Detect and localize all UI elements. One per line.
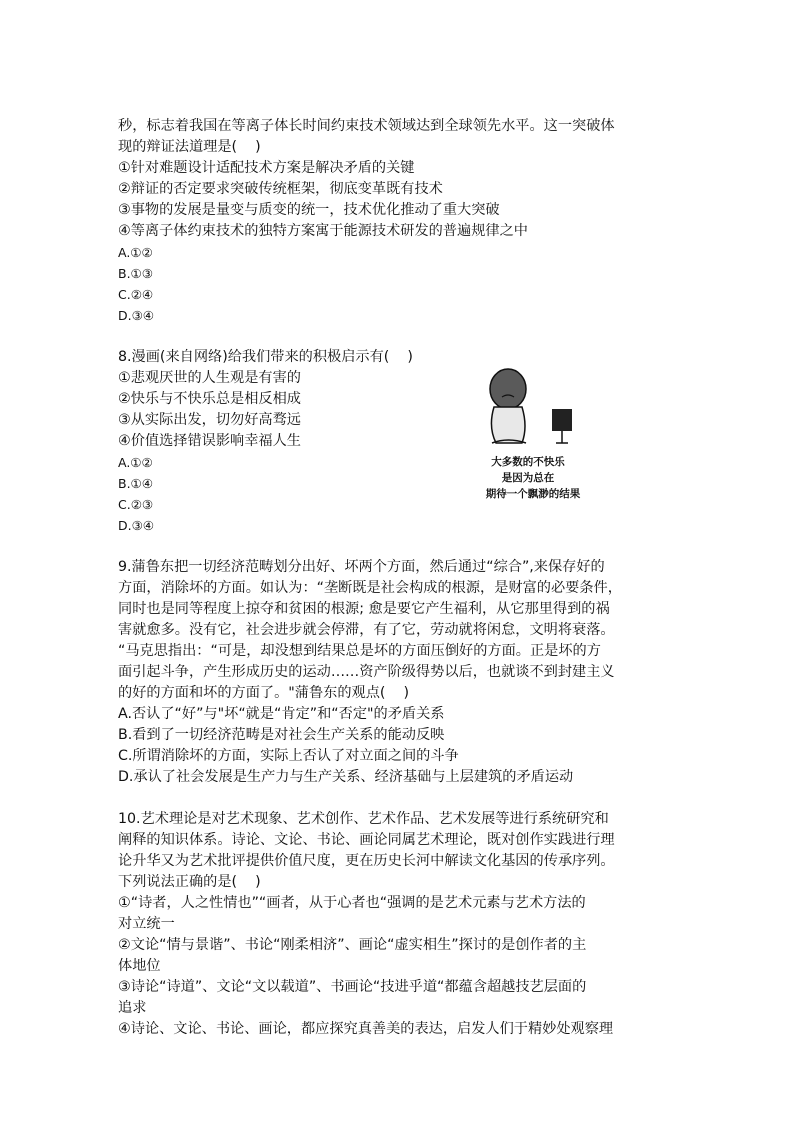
q8-stem: 8.漫画(来自网络)给我们带来的积极启示有( ) (118, 349, 413, 365)
q10-statement: ④诗论、文论、书论、画论，都应探究真善美的表达，启发人们于精妙处观察理 (118, 1021, 614, 1037)
cartoon-caption-line: 是因为总在 (501, 472, 555, 484)
q8-option-c: C.②③ (118, 497, 154, 512)
q8-statement: ③从实际出发，切勿好高骛远 (118, 412, 301, 428)
q10-statement: ③诗论“诗道”、文论“文以载道”、书画论“技进乎道“都蕴含超越技艺层面的 (118, 979, 587, 995)
q10-line: 下列说法正确的是( ) (118, 874, 261, 890)
q10-line: 论升华又为艺术批评提供价值尺度，更在历史长河中解读文化基因的传承序列。 (118, 853, 615, 869)
q9-line: 方面，消除坏的方面。如认为：“垄断既是社会构成的根源，是财富的必要条件， (118, 580, 622, 596)
question-9 (118, 557, 688, 788)
question-page (118, 116, 688, 1061)
q7-option-a: A.①② (118, 245, 153, 260)
sign-icon (552, 409, 572, 443)
question-10 (118, 809, 688, 1040)
q7-option-b: B.①③ (118, 266, 153, 281)
q9-option-b: B.看到了一切经济范畴是对社会生产关系的能动反映 (118, 727, 445, 743)
q10-line: 10.艺术理论是对艺术现象、艺术创作、艺术作品、艺术发展等进行系统研究和 (118, 811, 609, 827)
q10-statement: ②文论“情与景谐”、书论“刚柔相济”、画论“虚实相生”探讨的是创作者的主 (118, 937, 587, 953)
q9-option-d: D.承认了社会发展是生产力与生产关系、经济基础与上层建筑的矛盾运动 (118, 769, 574, 785)
q8-statement: ④价值选择错误影响幸福人生 (118, 433, 301, 449)
q9-line: 面引起斗争，产生形成历史的运动……资产阶级得势以后，也就谈不到封建主义 (118, 664, 615, 680)
q9-option-c: C.所谓消除坏的方面，实际上否认了对立面之间的斗争 (118, 748, 459, 764)
q9-option-a: A.否认了“好”与"坏“就是“肯定”和“否定"的矛盾关系 (118, 706, 445, 722)
cartoon-image (468, 357, 618, 507)
q10-statement: 对立统一 (118, 916, 175, 932)
q7-option-c: C.②④ (118, 287, 154, 302)
q7-option-d: D.③④ (118, 308, 155, 323)
q7-statement: ①针对难题设计适配技术方案是解决矛盾的关键 (118, 160, 415, 176)
q10-statement: 体地位 (118, 958, 161, 974)
q8-option-d: D.③④ (118, 518, 155, 533)
q10-statement: 追求 (118, 1000, 147, 1016)
cartoon-caption-line: 大多数的不快乐 (491, 456, 565, 468)
question-7 (118, 116, 688, 326)
sad-figure-icon (490, 369, 526, 443)
q9-line: 同时也是同等程度上掠夺和贫困的根源; 愈是要它产生福利，从它那里得到的祸 (118, 601, 610, 617)
q8-statement: ②快乐与不快乐总是相反相成 (118, 391, 301, 407)
q9-line: “马克思指出：“可是，却没想到结果总是坏的方面压倒好的方面。正是坏的方 (118, 643, 601, 659)
q8-option-b: B.①④ (118, 476, 153, 491)
q7-line: 现的辩证法道理是( ) (118, 139, 261, 155)
q7-statement: ③事物的发展是量变与质变的统一，技术优化推动了重大突破 (118, 202, 500, 218)
q9-line: 9.蒲鲁东把一切经济范畴划分出好、坏两个方面，然后通过“综合”,来保存好的 (118, 559, 605, 575)
cartoon-caption-line: 期待一个飘渺的结果 (485, 488, 581, 500)
q10-statement: ①“诗者，人之性情也”“画者，从于心者也“强调的是艺术元素与艺术方法的 (118, 895, 586, 911)
q8-option-a: A.①② (118, 455, 153, 470)
q7-line: 秒，标志着我国在等离子体长时间约束技术领域达到全球领先水平。这一突破体 (118, 118, 615, 134)
q9-line: 害就愈多。没有它，社会进步就会停滞，有了它，劳动就将闲怠，文明将衰落。 (118, 622, 615, 638)
question-8 (118, 347, 688, 536)
q10-line: 阐释的知识体系。诗论、文论、书论、画论同属艺术理论，既对创作实践进行理 (118, 832, 615, 848)
q7-statement: ④等离子体约束技术的独特方案寓于能源技术研发的普遍规律之中 (118, 223, 528, 239)
q8-statement: ①悲观厌世的人生观是有害的 (118, 370, 301, 386)
q7-statement: ②辩证的否定要求突破传统框架，彻底变革既有技术 (118, 181, 443, 197)
q9-line: 的好的方面和坏的方面了。"蒲鲁东的观点( ) (118, 685, 410, 701)
